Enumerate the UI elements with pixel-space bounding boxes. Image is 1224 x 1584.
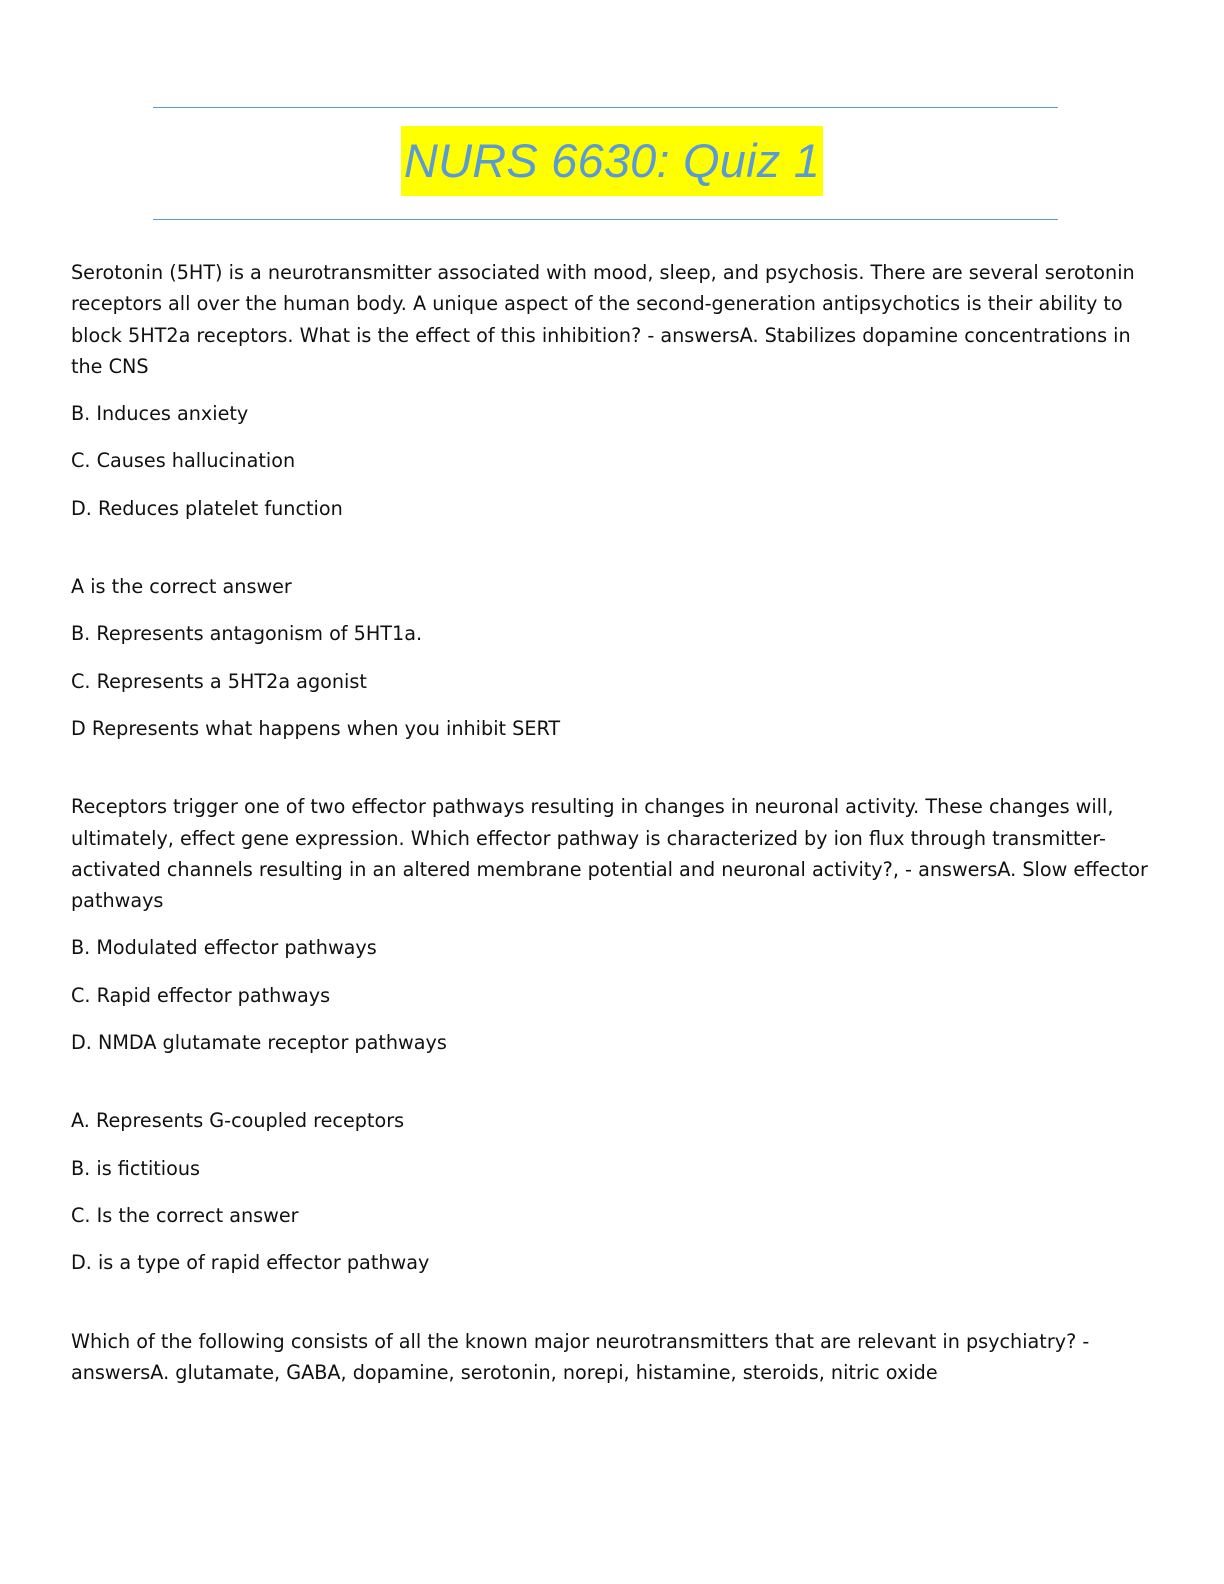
question-1-rationale-d: D Represents what happens when you inhibit SERT	[71, 716, 561, 740]
question-1-rationale-c: C. Represents a 5HT2a agonist	[71, 669, 367, 693]
question-2-rationale-b: B. is fictitious	[71, 1156, 201, 1180]
question-1-rationale-b: B. Represents antagonism of 5HT1a.	[71, 622, 423, 646]
question-1-text: Serotonin (5HT) is a neurotransmitter associated with mood, sleep, and psychosis. There are several serotonin receptors all over the human body. A unique aspect of the second-generation antipsychotics is their ability to block 5HT2a receptors. What is the effect of this inhibition? - answersA. Stabilizes dopamine concentrations in the CNS	[71, 261, 1135, 378]
question-1-option-c: C. Causes hallucination	[71, 449, 296, 473]
question-2-text: Receptors trigger one of two effector pathways resulting in changes in neuronal activity. These changes will, ultimately, effect gene expression. Which effector pathway is characterized by ion flux through transmitter-activated channels resulting in an altered membrane potential and neuronal activity?, - answersA. Slow effector pathways	[71, 795, 1148, 913]
page-title: NURS 6630: Quiz 1	[401, 126, 823, 196]
question-2-rationale-d: D. is a type of rapid effector pathway	[71, 1251, 430, 1275]
question-2-option-c: C. Rapid effector pathways	[71, 983, 331, 1007]
header-rule-top	[153, 107, 1058, 108]
question-2-rationale-a: A. Represents G-coupled receptors	[71, 1109, 405, 1133]
quiz-content	[71, 257, 1151, 1404]
question-2-rationale-c: C. Is the correct answer	[71, 1203, 299, 1227]
question-1-option-b: B. Induces anxiety	[71, 402, 249, 426]
question-2-option-d: D. NMDA glutamate receptor pathways	[71, 1031, 447, 1055]
question-1-option-d: D. Reduces platelet function	[71, 496, 343, 520]
question-1-rationale-a: A is the correct answer	[71, 575, 292, 599]
title-wrap	[0, 126, 1224, 196]
question-3-text: Which of the following consists of all the known major neurotransmitters that are relevant in psychiatry? - answersA. glutamate, GABA, dopamine, serotonin, norepi, histamine, steroids, nitric oxide	[71, 1329, 1090, 1384]
question-2-option-b: B. Modulated effector pathways	[71, 936, 377, 960]
header-rule-bottom	[153, 219, 1058, 220]
